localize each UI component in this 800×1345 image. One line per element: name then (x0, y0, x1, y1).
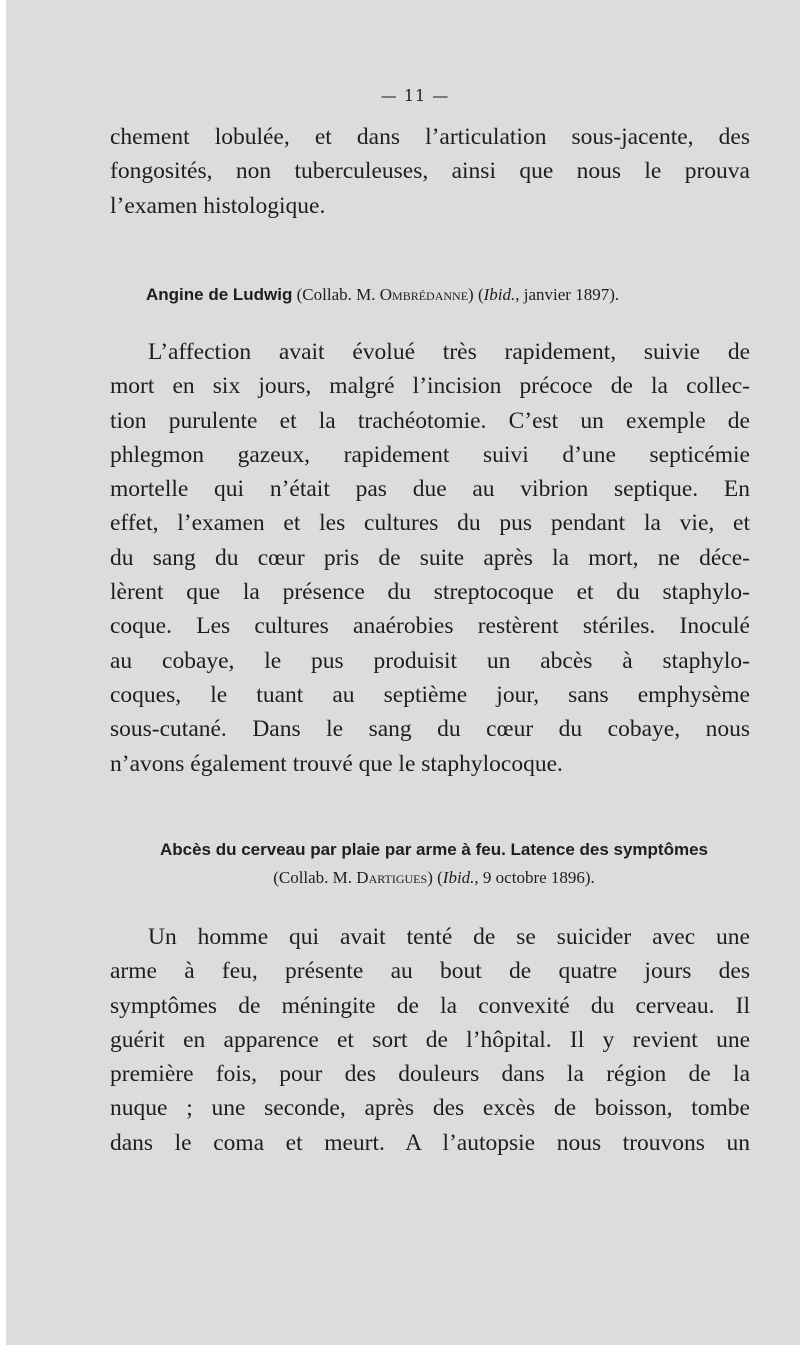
paragraph-angine (110, 335, 750, 781)
section-heading-angine: Angine de Ludwig (Collab. M. Ombrédanne) (Ibid., janvier 1897). (146, 285, 620, 304)
heading-ref-line: (Collab. M. Dartigues) (Ibid., 9 octobre 1896). (273, 868, 595, 887)
text-line: effet, l’examen et les cultures du pus pendant la vie, et (110, 510, 750, 537)
text-line: du sang du cœur pris de suite après la mort, ne déce- (110, 544, 750, 571)
heading-ref-ibid: Ibid. (483, 285, 516, 304)
text-line: chement lobulée, et dans l’articulation sous-jacente, des (110, 124, 750, 150)
text-line: phlegmon gazeux, rapidement suivi d’une septicémie (110, 441, 750, 468)
text-line: nuque ; une seconde, après des excès de boisson, tombe (110, 1095, 750, 1122)
section-heading-abces (118, 836, 750, 892)
heading-collab-name: Ombrédanne (379, 285, 469, 304)
text-line: L’affection avait évolué très rapidement, suivie de (148, 339, 750, 365)
page-edge (0, 0, 6, 1345)
text-line: première fois, pour des douleurs dans la région de la (110, 1061, 750, 1088)
text-line: Un homme qui avait tenté de se suicider avec une (148, 924, 750, 950)
text-line: mortelle qui n’était pas due au vibrion septique. En (110, 476, 750, 503)
heading-collab-prefix: (Collab. M. (296, 285, 376, 304)
text-line: guérit en apparence et sort de l’hôpital. Il y revient une (110, 1026, 750, 1053)
heading-collab-prefix: (Collab. M. (273, 868, 353, 887)
heading-ref-open: ) (468, 285, 474, 304)
heading-ref-open: ) (427, 868, 433, 887)
text-line: coque. Les cultures anaérobies restèrent stériles. Inoculé (110, 613, 750, 640)
text-line: au cobaye, le pus produisit un abcès à staphylo- (110, 647, 750, 674)
text-line: sous-cutané. Dans le sang du cœur du cobaye, nous (110, 716, 750, 743)
text-line: coques, le tuant au septième jour, sans emphysème (110, 681, 750, 708)
paragraph-continuation (110, 120, 750, 223)
heading-ref-ibid: Ibid. (442, 868, 475, 887)
text-line: n’avons également trouvé que le staphylocoque. (110, 750, 563, 777)
paragraph-abces (110, 920, 750, 1160)
heading-ref-date: , 9 octobre 1896). (474, 868, 595, 887)
heading-ref-date: , janvier 1897). (515, 285, 620, 304)
text-line: tion purulente et la trachéotomie. C’est un exemple de (110, 407, 750, 434)
heading-collab-name: Dartigues (356, 868, 428, 887)
text-line: lèrent que la présence du streptocoque et du staphylo- (110, 579, 750, 606)
text-line: mort en six jours, malgré l’incision précoce de la collec- (110, 373, 750, 400)
heading-title: Abcès du cerveau par plaie par arme à feu. Latence des symptômes (159, 840, 708, 859)
page-number: — 11 — (380, 86, 450, 105)
text-line: symptômes de méningite de la convexité du cerveau. Il (110, 992, 750, 1019)
text-line: l’examen histologique. (110, 192, 326, 219)
text-line: dans le coma et meurt. A l’autopsie nous trouvons un (110, 1129, 750, 1156)
heading-title: Angine de Ludwig (146, 285, 293, 304)
text-line: arme à feu, présente au bout de quatre jours des (110, 958, 750, 985)
text-line: fongosités, non tuberculeuses, ainsi que nous le prouva (110, 158, 750, 185)
